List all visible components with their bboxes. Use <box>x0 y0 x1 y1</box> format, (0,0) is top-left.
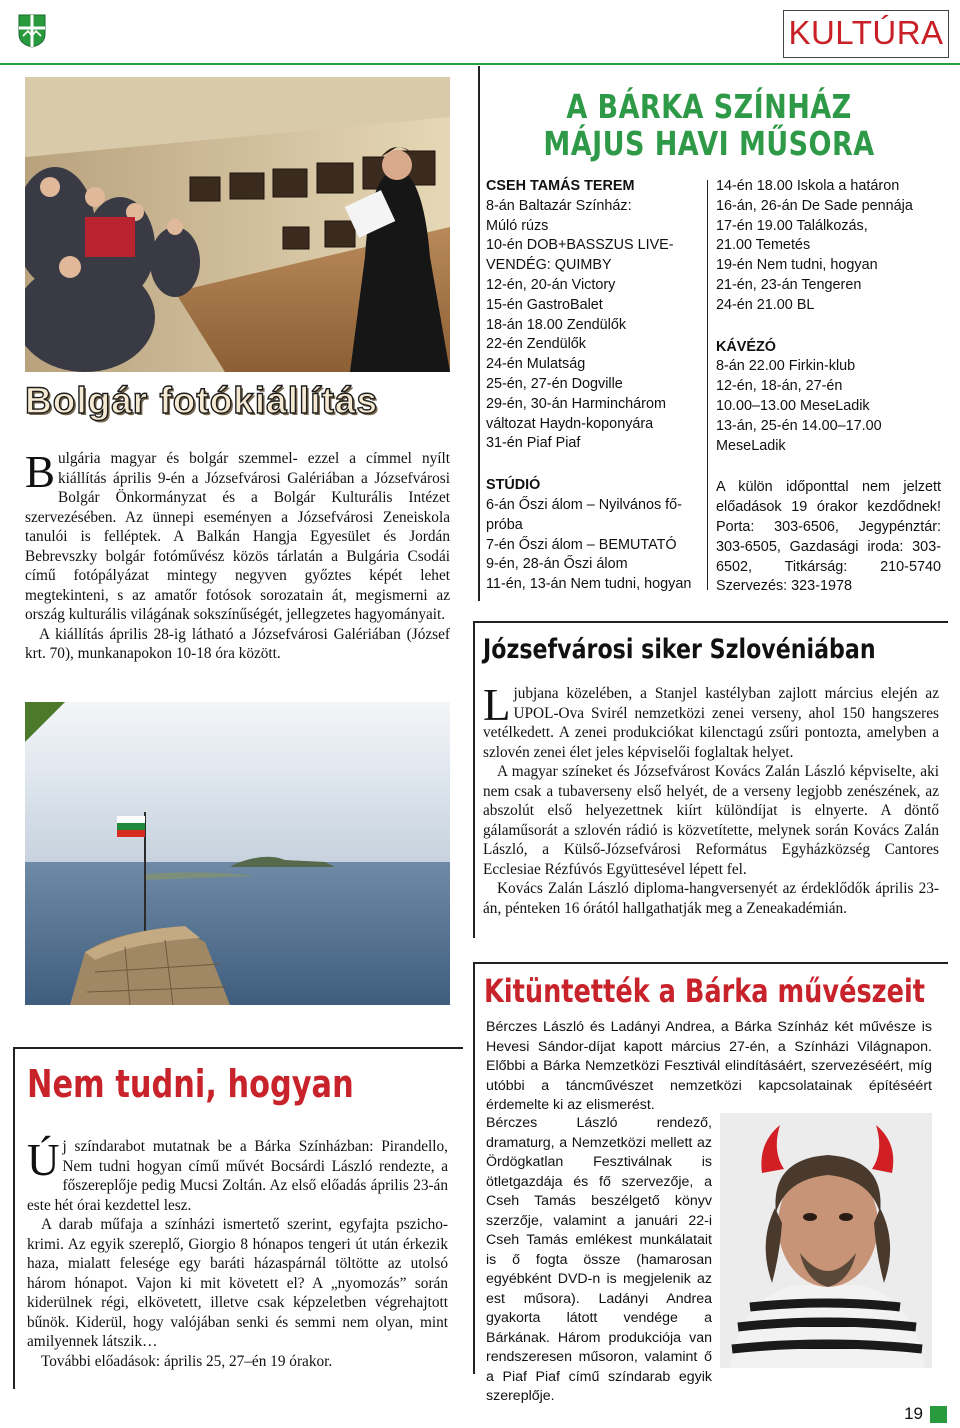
program-item: 17-én 19.00 Találkozás, <box>716 217 868 234</box>
program-item: VENDÉG: QUIMBY <box>486 257 612 274</box>
siker-article-title: Józsefvárosi siker Szlovéniában <box>483 634 876 665</box>
nem-tudni-dropcap: Ú <box>27 1135 60 1185</box>
program-title-line-1: A BÁRKA SZÍNHÁZ <box>566 87 852 126</box>
coast-flag-photo <box>25 702 450 1005</box>
program-item: 7-én Őszi álom – BEMUTATÓ <box>486 536 677 553</box>
program-item: 21-én, 23-án Tengeren <box>716 276 862 293</box>
bolgar-dropcap: B <box>25 447 56 497</box>
bolgar-paragraph-1: ulgária magyar és bolgár szemmel- ezzel a címmel nyílt kiállítás április 9-én a Józsefvárosi Galériában a Józsefvárosi Bolgár Önkormányzat és a Bolgár Kulturális Intézet szervezésében. Az ünnepi eseményen a Józsefvárosi Zeneiskola tanulói is felléptek. A Balkán Hangja Egyesület és Jordán Bebrevszky bolgár fotóművész közös tárlatán a Bulgária Csodái című fotópályázat mintegy negyven győztes képét lehet megtekinteni, s az amatőr fotósok sorozatain át, megismerni az ország kulturális világának sokszínűségét, jellegzetes hagyományait. <box>25 450 450 623</box>
actor-portrait-photo <box>720 1113 932 1368</box>
program-item: MeseLadik <box>716 437 786 454</box>
program-column-divider <box>707 180 708 590</box>
siker-article-body <box>483 680 939 918</box>
program-item: 11-én, 13-án Nem tudni, hogyan <box>486 576 692 593</box>
program-item: 31-én Piaf Piaf <box>486 435 581 452</box>
program-item: Múló rúzs <box>486 217 549 234</box>
bolgar-article-body <box>25 449 450 664</box>
bolgar-article-title: Bolgár fotókiállítás <box>25 380 379 421</box>
program-item: 16-án, 26-án De Sade pennája <box>716 197 913 214</box>
program-right-column <box>716 177 941 597</box>
program-item: 19-én Nem tudni, hogyan <box>716 257 878 274</box>
header-rule <box>0 63 960 65</box>
nem-tudni-paragraph-3: További előadások: április 25, 27–én 19 órakor. <box>41 1352 333 1370</box>
page-number: 19 <box>904 1404 923 1423</box>
program-item: 24-én 21.00 BL <box>716 296 815 313</box>
nem-tudni-paragraph-1: j színdarabot mutatnak be a Bárka Színházban: Pirandello, Nem tudni hogyan című művét Bocsárdi László rendezte, a főszereplője pedig Mucsi Zoltán. Az első előadás április 23-án este hét órai kezdettel lesz. <box>27 1138 448 1214</box>
program-item: 21.00 Temetés <box>716 237 811 254</box>
program-item: 18-án 18.00 Zendülők <box>486 316 627 333</box>
kituntettek-paragraph-1: Bérczes László és Ladányi Andrea, a Bárka Színház két művésze is Hevesi Sándor-díjat kapott március 27-én, a Színházi Világnapon. Előbbi a Bárka Nemzetközi Fesztivál elindításáért, szervezéséért, míg utóbbi a táncművészet nemzetközi kapcsolatainak építéséért érdemelte ki az elismerést. <box>486 1019 932 1113</box>
program-item: 14-én 18.00 Iskola a határon <box>716 178 900 194</box>
program-item: 6-án Őszi álom – Nyilvános fő- <box>486 496 682 513</box>
program-item: 10-én DOB+BASSZUS LIVE- <box>486 237 674 254</box>
siker-paragraph-2: A magyar színeket és Józsefvárost Kovács Zalán László képviselte, aki nem csak a tubaverseny első helyét, de a verseny legjobb zenészének, az abszolút első helyezettnek kiírt különdíjat is elnyerte. A döntő gálaműsorát a szlovén rádió is közvetítette, melynek során Kovács Zalán László, a Külső-Józsefvárosi Református Egyházközség Cantores Ecclesiae Rézfúvós Együttesével lépett fel. <box>483 763 939 878</box>
program-item: próba <box>486 516 523 533</box>
nem-tudni-article-body <box>27 1137 448 1371</box>
kituntettek-paragraph-2: Bérczes László rendező, dramaturg, a Nemzetközi mellett az Ördögkatlan Fesztiválnak is ötletgazdája és fő szervezője, a Cseh Tamás beszélgető könyv szerzője, valamint a januári 22-i Cseh Tamás emlékest munkálatait is ő fogta össze (hamarosan egyébként DVD-n is megjelenik az est műsora). Ladányi Andrea gyakorta látott vendége a Bárkának. Három produkciója van rendszeresen műsoron, valamint ő a Piaf Piaf című színdarab egyik szereplője. <box>486 1115 712 1404</box>
bolgar-paragraph-2: A kiállítás április 28-ig látható a Józsefvárosi Galériában (József krt. 70), munkanapokon 10-18 óra között. <box>25 625 450 662</box>
program-item: 8-án Baltazár Színház: <box>486 197 632 214</box>
program-item: 15-én GastroBalet <box>486 296 603 313</box>
program-item: 13-án, 25-én 14.00–17.00 <box>716 417 882 434</box>
nem-tudni-paragraph-2: A darab műfaja a színházi ismertető szerint, egyfajta pszicho-krimi. Az egyik szereplő, Giorgio 8 hónapos tengeri út után érkezik haza, mialatt felesége egy baráti házaspárnál töltötte az utolsó három hónapot. Vajon ki mit követett el? A „nyomozás” során kiderülnek régi, elkövetett, illetve csak képzeletben végrehajtott bűnök. Kiderül, hogy valójában senki és semmi nem olyan, mint amilyennek látszik… <box>27 1216 448 1350</box>
program-info-note: A külön időponttal nem jelzett előadások 19 órakor kezdődnek! Porta: 303-6506, Jegypénztár: 303-6505, Gazdasági iroda: 303-6502, Titkárság: 210-5740 Szervezés: 323-1978 <box>716 479 941 595</box>
kavezo-heading: KÁVÉZÓ <box>716 338 776 355</box>
siker-dropcap: L <box>483 680 511 730</box>
nem-tudni-article-title: Nem tudni, hogyan <box>27 1062 354 1106</box>
siker-paragraph-3: Kovács Zalán László diploma-hangversenyét az érdeklődők április 23-án, pénteken 16 órától hallgathatják meg a Zeneakadémián. <box>483 880 939 917</box>
program-title-line-2: MÁJUS HAVI MŰSORA <box>543 124 875 163</box>
program-item: 24-én Mulatság <box>486 356 586 373</box>
program-title <box>520 88 899 162</box>
program-item: 12-én, 18-án, 27-én <box>716 378 843 395</box>
district-crest-logo <box>18 14 46 48</box>
exhibition-photo <box>25 77 450 372</box>
program-item: 25-én, 27-én Dogville <box>486 375 623 392</box>
program-item: 29-én, 30-án Harminchárom <box>486 395 666 412</box>
cseh-tamas-heading: CSEH TAMÁS TEREM <box>486 178 635 194</box>
program-left-column <box>486 177 701 595</box>
program-item: 8-án 22.00 Firkin-klub <box>716 358 856 375</box>
program-column-rule <box>478 66 480 601</box>
section-label: KULTÚRA <box>788 14 944 51</box>
page-number-marker <box>930 1406 947 1423</box>
program-item: 12-én, 20-án Victory <box>486 276 616 293</box>
siker-paragraph-1: jubjana közelében, a Stanjel kastélyban zajlott március elején az UPOL-Ova Svirél nemzetközi zenei verseny, ahol 150 hangszeres vetélkedett. A zenei produkciókat kilenctagú zsűri pontozta, amelyben a szlovén zenei élet jeles képviselői foglaltak helyet. <box>483 685 939 761</box>
program-item: változat Haydn-koponyára <box>486 415 654 432</box>
studio-heading: STÚDIÓ <box>486 477 541 494</box>
program-item: 9-én, 28-án Őszi álom <box>486 556 628 573</box>
kituntettek-article-title: Kitüntették a Bárka művészeit <box>484 972 925 1010</box>
program-item: 22-én Zendülők <box>486 336 587 353</box>
program-item: 10.00–13.00 MeseLadik <box>716 397 870 414</box>
